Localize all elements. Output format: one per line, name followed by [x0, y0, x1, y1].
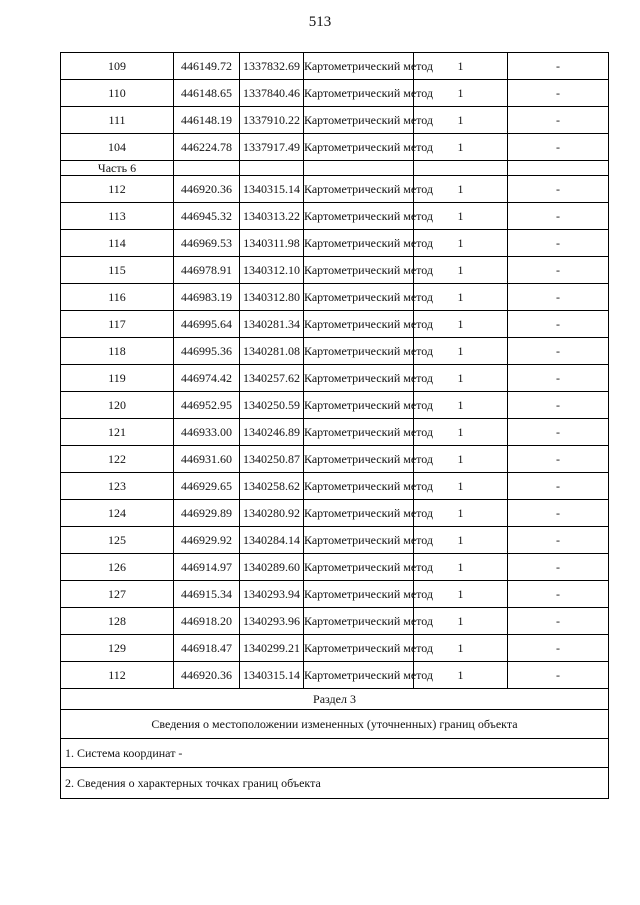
- y-coordinate-cell: 1340284.14: [240, 527, 304, 554]
- x-coordinate-cell: 446929.92: [174, 527, 240, 554]
- point-number-cell: 115: [61, 257, 174, 284]
- y-coordinate-cell: 1337910.22: [240, 107, 304, 134]
- y-coordinate-cell: 1340258.62: [240, 473, 304, 500]
- table-row: [61, 53, 609, 80]
- x-coordinate-cell: 446978.91: [174, 257, 240, 284]
- method-cell: Картометрический метод: [304, 230, 414, 257]
- count-cell: 1: [414, 608, 508, 635]
- y-coordinate-cell: 1340312.80: [240, 284, 304, 311]
- point-number-cell: 128: [61, 608, 174, 635]
- count-cell: 1: [414, 446, 508, 473]
- count-cell: 1: [414, 635, 508, 662]
- table-row: [61, 473, 609, 500]
- method-cell: Картометрический метод: [304, 203, 414, 230]
- count-cell: 1: [414, 53, 508, 80]
- method-cell: Картометрический метод: [304, 338, 414, 365]
- y-coordinate-cell: 1340289.60: [240, 554, 304, 581]
- method-cell: Картометрический метод: [304, 311, 414, 338]
- point-number-cell: 104: [61, 134, 174, 161]
- count-cell: 1: [414, 662, 508, 689]
- x-coordinate-cell: 446920.36: [174, 176, 240, 203]
- point-number-cell: 122: [61, 446, 174, 473]
- note-cell: -: [508, 284, 609, 311]
- point-number-cell: 117: [61, 311, 174, 338]
- method-cell: Картометрический метод: [304, 419, 414, 446]
- y-coordinate-cell: 1337840.46: [240, 80, 304, 107]
- empty-cell: [174, 161, 240, 176]
- x-coordinate-cell: 446983.19: [174, 284, 240, 311]
- table-row: [61, 446, 609, 473]
- point-number-cell: 110: [61, 80, 174, 107]
- note-cell: -: [508, 608, 609, 635]
- y-coordinate-cell: 1340312.10: [240, 257, 304, 284]
- x-coordinate-cell: 446933.00: [174, 419, 240, 446]
- table-body-after: [61, 176, 609, 689]
- y-coordinate-cell: 1340293.94: [240, 581, 304, 608]
- note-cell: -: [508, 176, 609, 203]
- point-number-cell: 127: [61, 581, 174, 608]
- part-label: Часть 6: [61, 161, 174, 176]
- method-cell: Картометрический метод: [304, 80, 414, 107]
- method-cell: Картометрический метод: [304, 53, 414, 80]
- note-cell: -: [508, 80, 609, 107]
- x-coordinate-cell: 446148.19: [174, 107, 240, 134]
- point-number-cell: 125: [61, 527, 174, 554]
- table-row: [61, 608, 609, 635]
- table-row: [61, 176, 609, 203]
- count-cell: 1: [414, 392, 508, 419]
- point-number-cell: 116: [61, 284, 174, 311]
- point-number-cell: 114: [61, 230, 174, 257]
- table-row: [61, 203, 609, 230]
- table-row: [61, 134, 609, 161]
- note-cell: -: [508, 338, 609, 365]
- point-number-cell: 112: [61, 662, 174, 689]
- table-body-before: [61, 53, 609, 161]
- x-coordinate-cell: 446995.64: [174, 311, 240, 338]
- x-coordinate-cell: 446945.32: [174, 203, 240, 230]
- point-number-cell: 124: [61, 500, 174, 527]
- point-number-cell: 126: [61, 554, 174, 581]
- count-cell: 1: [414, 284, 508, 311]
- note-cell: -: [508, 635, 609, 662]
- count-cell: 1: [414, 230, 508, 257]
- table-row: [61, 554, 609, 581]
- coordinate-system-item: 1. Система координат -: [61, 739, 609, 768]
- point-number-cell: 111: [61, 107, 174, 134]
- y-coordinate-cell: 1340311.98: [240, 230, 304, 257]
- table-row: [61, 80, 609, 107]
- note-cell: -: [508, 527, 609, 554]
- y-coordinate-cell: 1340299.21: [240, 635, 304, 662]
- y-coordinate-cell: 1340281.08: [240, 338, 304, 365]
- y-coordinate-cell: 1340315.14: [240, 662, 304, 689]
- note-cell: -: [508, 134, 609, 161]
- count-cell: 1: [414, 554, 508, 581]
- count-cell: 1: [414, 581, 508, 608]
- empty-cell: [304, 161, 414, 176]
- count-cell: 1: [414, 107, 508, 134]
- table-row: [61, 257, 609, 284]
- count-cell: 1: [414, 500, 508, 527]
- x-coordinate-cell: 446969.53: [174, 230, 240, 257]
- table-row: [61, 500, 609, 527]
- point-number-cell: 121: [61, 419, 174, 446]
- table-row: [61, 311, 609, 338]
- note-cell: -: [508, 230, 609, 257]
- point-number-cell: 112: [61, 176, 174, 203]
- table-row: [61, 230, 609, 257]
- empty-cell: [414, 161, 508, 176]
- method-cell: Картометрический метод: [304, 134, 414, 161]
- section-title: Раздел 3: [61, 689, 609, 710]
- count-cell: 1: [414, 134, 508, 161]
- y-coordinate-cell: 1340250.59: [240, 392, 304, 419]
- point-number-cell: 129: [61, 635, 174, 662]
- method-cell: Картометрический метод: [304, 581, 414, 608]
- method-cell: Картометрический метод: [304, 365, 414, 392]
- table-row: [61, 107, 609, 134]
- method-cell: Картометрический метод: [304, 662, 414, 689]
- count-cell: 1: [414, 311, 508, 338]
- point-number-cell: 118: [61, 338, 174, 365]
- point-number-cell: 119: [61, 365, 174, 392]
- method-cell: Картометрический метод: [304, 527, 414, 554]
- x-coordinate-cell: 446148.65: [174, 80, 240, 107]
- method-cell: Картометрический метод: [304, 257, 414, 284]
- count-cell: 1: [414, 80, 508, 107]
- count-cell: 1: [414, 473, 508, 500]
- table-row: [61, 284, 609, 311]
- y-coordinate-cell: 1340257.62: [240, 365, 304, 392]
- table-part-row: [61, 161, 609, 176]
- count-cell: 1: [414, 419, 508, 446]
- page-number: 513: [308, 14, 332, 30]
- section-subtitle: Сведения о местоположении измененных (уточненных) границ объекта: [61, 710, 609, 739]
- count-cell: 1: [414, 365, 508, 392]
- count-cell: 1: [414, 203, 508, 230]
- x-coordinate-cell: 446929.89: [174, 500, 240, 527]
- note-cell: -: [508, 107, 609, 134]
- table-row: [61, 392, 609, 419]
- x-coordinate-cell: 446931.60: [174, 446, 240, 473]
- note-cell: -: [508, 392, 609, 419]
- method-cell: Картометрический метод: [304, 608, 414, 635]
- x-coordinate-cell: 446995.36: [174, 338, 240, 365]
- point-number-cell: 120: [61, 392, 174, 419]
- coordinates-table: [60, 52, 609, 799]
- note-cell: -: [508, 53, 609, 80]
- x-coordinate-cell: 446224.78: [174, 134, 240, 161]
- table-row: [61, 527, 609, 554]
- empty-cell: [508, 161, 609, 176]
- x-coordinate-cell: 446918.47: [174, 635, 240, 662]
- section-footer: [61, 689, 609, 799]
- method-cell: Картометрический метод: [304, 635, 414, 662]
- y-coordinate-cell: 1340250.87: [240, 446, 304, 473]
- x-coordinate-cell: 446952.95: [174, 392, 240, 419]
- note-cell: -: [508, 554, 609, 581]
- table-row: [61, 365, 609, 392]
- table-row: [61, 581, 609, 608]
- y-coordinate-cell: 1340293.96: [240, 608, 304, 635]
- method-cell: Картометрический метод: [304, 176, 414, 203]
- x-coordinate-cell: 446929.65: [174, 473, 240, 500]
- y-coordinate-cell: 1340246.89: [240, 419, 304, 446]
- method-cell: Картометрический метод: [304, 392, 414, 419]
- note-cell: -: [508, 203, 609, 230]
- y-coordinate-cell: 1340313.22: [240, 203, 304, 230]
- empty-cell: [240, 161, 304, 176]
- method-cell: Картометрический метод: [304, 473, 414, 500]
- y-coordinate-cell: 1340315.14: [240, 176, 304, 203]
- point-number-cell: 109: [61, 53, 174, 80]
- note-cell: -: [508, 581, 609, 608]
- note-cell: -: [508, 446, 609, 473]
- boundary-points-item: 2. Сведения о характерных точках границ объекта: [61, 768, 609, 799]
- method-cell: Картометрический метод: [304, 446, 414, 473]
- note-cell: -: [508, 662, 609, 689]
- method-cell: Картометрический метод: [304, 107, 414, 134]
- method-cell: Картометрический метод: [304, 284, 414, 311]
- x-coordinate-cell: 446915.34: [174, 581, 240, 608]
- method-cell: Картометрический метод: [304, 500, 414, 527]
- method-cell: Картометрический метод: [304, 554, 414, 581]
- count-cell: 1: [414, 527, 508, 554]
- x-coordinate-cell: 446918.20: [174, 608, 240, 635]
- point-number-cell: 113: [61, 203, 174, 230]
- note-cell: -: [508, 473, 609, 500]
- table-row: [61, 635, 609, 662]
- x-coordinate-cell: 446914.97: [174, 554, 240, 581]
- x-coordinate-cell: 446149.72: [174, 53, 240, 80]
- note-cell: -: [508, 257, 609, 284]
- y-coordinate-cell: 1337832.69: [240, 53, 304, 80]
- x-coordinate-cell: 446920.36: [174, 662, 240, 689]
- y-coordinate-cell: 1337917.49: [240, 134, 304, 161]
- count-cell: 1: [414, 338, 508, 365]
- point-number-cell: 123: [61, 473, 174, 500]
- count-cell: 1: [414, 257, 508, 284]
- note-cell: -: [508, 311, 609, 338]
- table-row: [61, 662, 609, 689]
- table-row: [61, 338, 609, 365]
- y-coordinate-cell: 1340280.92: [240, 500, 304, 527]
- y-coordinate-cell: 1340281.34: [240, 311, 304, 338]
- note-cell: -: [508, 365, 609, 392]
- note-cell: -: [508, 500, 609, 527]
- table-row: [61, 419, 609, 446]
- count-cell: 1: [414, 176, 508, 203]
- x-coordinate-cell: 446974.42: [174, 365, 240, 392]
- note-cell: -: [508, 419, 609, 446]
